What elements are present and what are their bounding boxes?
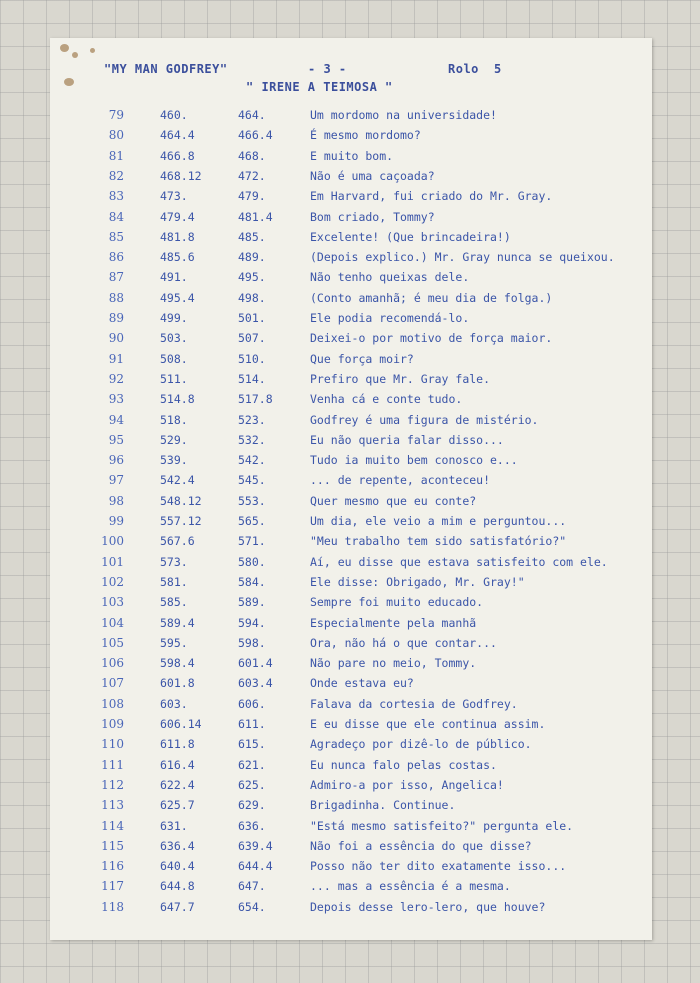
end-footage: 501. [238, 311, 266, 325]
subtitle-text: Prefiro que Mr. Gray fale. [310, 371, 491, 386]
table-row [50, 737, 652, 757]
subtitle-text: Não é uma caçoada? [310, 168, 435, 183]
end-footage: 636. [238, 818, 266, 833]
cue-number: 94 [108, 412, 124, 427]
start-footage: 616.4 [160, 757, 195, 772]
end-footage: 589. [238, 595, 266, 610]
end-footage: 517.8 [238, 392, 273, 407]
cue-number: 112 [101, 777, 124, 792]
cue-number: 80 [108, 128, 124, 143]
subtitle-text: Em Harvard, fui criado do Mr. Gray. [310, 189, 553, 204]
table-row [50, 473, 652, 493]
document-page [50, 38, 652, 940]
table-row [50, 128, 652, 148]
subtitle-text: Excelente! (Que brincadeira!) [310, 229, 511, 244]
subtitle-text: Não pare no meio, Tommy. [310, 656, 477, 671]
end-footage: 498. [238, 290, 266, 305]
subtitle-text: "Meu trabalho tem sido satisfatório?" [310, 534, 567, 549]
episode-subtitle: " IRENE A TEIMOSA " [246, 80, 393, 94]
cue-number: 115 [101, 838, 124, 853]
cue-number: 118 [101, 899, 124, 914]
table-row [50, 291, 652, 311]
end-footage: 472. [238, 168, 266, 183]
table-row [50, 270, 652, 290]
table-row [50, 900, 652, 920]
start-footage: 499. [160, 311, 188, 325]
end-footage: 615. [238, 737, 266, 752]
subtitle-text: Brigadinha. Continue. [310, 798, 456, 813]
start-footage: 640.4 [160, 859, 195, 874]
subtitle-text: "Está mesmo satisfeito?" pergunta ele. [310, 818, 574, 833]
start-footage: 514.8 [160, 392, 195, 407]
cue-number: 107 [101, 676, 124, 691]
subtitle-text: Um dia, ele veio a mim e perguntou... [310, 514, 567, 528]
start-footage: 644.8 [160, 879, 195, 894]
end-footage: 565. [238, 514, 266, 528]
end-footage: 532. [238, 432, 266, 447]
end-footage: 553. [238, 493, 266, 508]
start-footage: 595. [160, 635, 188, 650]
start-footage: 466.8 [160, 148, 195, 163]
end-footage: 545. [238, 473, 266, 488]
end-footage: 647. [238, 879, 266, 894]
subtitle-text: ... de repente, aconteceu! [310, 473, 491, 488]
cue-number: 96 [108, 453, 124, 468]
subtitle-text: Especialmente pela manhã [310, 615, 477, 630]
end-footage: 466.4 [238, 128, 273, 143]
table-row [50, 839, 652, 859]
start-footage: 508. [160, 351, 188, 366]
cue-number: 95 [108, 432, 124, 447]
end-footage: 629. [238, 798, 266, 813]
start-footage: 603. [160, 696, 188, 711]
start-footage: 557.12 [160, 514, 202, 528]
table-row [50, 189, 652, 209]
table-row [50, 413, 652, 433]
film-title: "MY MAN GODFREY" [104, 62, 228, 76]
cue-number: 102 [101, 574, 124, 589]
cue-number: 103 [101, 595, 124, 610]
subtitle-text: E eu disse que ele continua assim. [310, 717, 546, 731]
start-footage: 473. [160, 189, 188, 204]
subtitle-text: Que força moir? [310, 351, 414, 366]
start-footage: 485.6 [160, 250, 195, 265]
subtitle-text: Deixei-o por motivo de força maior. [310, 331, 553, 346]
cue-number: 91 [108, 351, 124, 366]
start-footage: 503. [160, 331, 188, 346]
cue-number: 105 [101, 635, 124, 650]
cue-number: 101 [101, 554, 124, 569]
cue-number: 114 [101, 818, 124, 833]
start-footage: 636.4 [160, 838, 195, 853]
subtitle-text: Agradeço por dizê-lo de público. [310, 737, 532, 752]
subtitle-text: Onde estava eu? [310, 676, 414, 691]
table-row [50, 352, 652, 372]
start-footage: 585. [160, 595, 188, 610]
table-row [50, 697, 652, 717]
subtitle-text: Bom criado, Tommy? [310, 209, 435, 224]
table-row [50, 656, 652, 676]
subtitle-text: Aí, eu disse que estava satisfeito com ele. [310, 554, 608, 569]
subtitle-text: Eu nunca falo pelas costas. [310, 757, 497, 772]
end-footage: 611. [238, 717, 266, 731]
table-row [50, 250, 652, 270]
start-footage: 567.6 [160, 534, 195, 549]
subtitle-text: ... mas a essência é a mesma. [310, 879, 511, 894]
table-row [50, 636, 652, 656]
rust-stain [90, 48, 95, 53]
end-footage: 495. [238, 270, 266, 285]
table-row [50, 676, 652, 696]
cue-number: 109 [101, 717, 124, 731]
cue-number: 106 [101, 656, 124, 671]
start-footage: 606.14 [160, 717, 202, 731]
start-footage: 479.4 [160, 209, 195, 224]
start-footage: 611.8 [160, 737, 195, 752]
table-row [50, 534, 652, 554]
cue-number: 110 [101, 737, 124, 752]
end-footage: 481.4 [238, 209, 273, 224]
subtitle-text: Quer mesmo que eu conte? [310, 493, 477, 508]
end-footage: 621. [238, 757, 266, 772]
table-row [50, 879, 652, 899]
end-footage: 584. [238, 574, 266, 589]
cue-number: 83 [108, 189, 124, 204]
start-footage: 598.4 [160, 656, 195, 671]
cue-number: 88 [108, 290, 124, 305]
cue-number: 84 [108, 209, 124, 224]
end-footage: 571. [238, 534, 266, 549]
cue-number: 89 [108, 311, 124, 325]
start-footage: 622.4 [160, 777, 195, 792]
end-footage: 523. [238, 412, 266, 427]
subtitle-text: Tudo ia muito bem conosco e... [310, 453, 518, 468]
end-footage: 625. [238, 777, 266, 792]
end-footage: 639.4 [238, 838, 273, 853]
subtitle-text: Admiro-a por isso, Angelica! [310, 777, 504, 792]
reel-number: 5 [494, 62, 502, 76]
start-footage: 601.8 [160, 676, 195, 691]
table-row [50, 616, 652, 636]
subtitle-text: (Conto amanhã; é meu dia de folga.) [310, 290, 553, 305]
start-footage: 495.4 [160, 290, 195, 305]
end-footage: 603.4 [238, 676, 273, 691]
cue-number: 111 [101, 757, 124, 772]
table-row [50, 433, 652, 453]
subtitle-text: Ele podia recomendá-lo. [310, 311, 470, 325]
start-footage: 625.7 [160, 798, 195, 813]
cue-number: 113 [101, 798, 124, 813]
cue-number: 108 [101, 696, 124, 711]
start-footage: 573. [160, 554, 188, 569]
subtitle-text: Não tenho queixas dele. [310, 270, 470, 285]
end-footage: 601.4 [238, 656, 273, 671]
cue-number: 90 [108, 331, 124, 346]
start-footage: 481.8 [160, 229, 195, 244]
cue-number: 98 [108, 493, 124, 508]
table-row [50, 108, 652, 128]
cue-number: 81 [108, 148, 124, 163]
table-row [50, 819, 652, 839]
end-footage: 489. [238, 250, 266, 265]
start-footage: 529. [160, 432, 188, 447]
page-header [50, 62, 652, 102]
start-footage: 539. [160, 453, 188, 468]
cue-number: 86 [108, 250, 124, 265]
subtitle-text: Um mordomo na universidade! [310, 108, 497, 122]
end-footage: 510. [238, 351, 266, 366]
cue-number: 104 [101, 615, 124, 630]
table-row [50, 575, 652, 595]
cue-number: 87 [108, 270, 124, 285]
end-footage: 507. [238, 331, 266, 346]
start-footage: 468.12 [160, 168, 202, 183]
cue-number: 116 [101, 859, 124, 874]
subtitle-text: Ora, não há o que contar... [310, 635, 497, 650]
start-footage: 631. [160, 818, 188, 833]
rust-stain [60, 44, 69, 52]
table-row [50, 210, 652, 230]
subtitle-text: Eu não queria falar disso... [310, 432, 504, 447]
cue-number: 79 [108, 108, 124, 122]
end-footage: 464. [238, 108, 266, 122]
table-row [50, 494, 652, 514]
start-footage: 581. [160, 574, 188, 589]
subtitle-text: Depois desse lero-lero, que houve? [310, 899, 546, 914]
table-row [50, 372, 652, 392]
end-footage: 485. [238, 229, 266, 244]
end-footage: 654. [238, 899, 266, 914]
rust-stain [72, 52, 78, 58]
table-row [50, 859, 652, 879]
table-row [50, 798, 652, 818]
table-row [50, 453, 652, 473]
table-row [50, 149, 652, 169]
table-row [50, 758, 652, 778]
start-footage: 511. [160, 371, 188, 386]
subtitle-text: Venha cá e conte tudo. [310, 392, 463, 407]
reel-label: Rolo [448, 62, 479, 76]
cue-number: 117 [101, 879, 124, 894]
start-footage: 542.4 [160, 473, 195, 488]
table-row [50, 514, 652, 534]
table-row [50, 778, 652, 798]
subtitle-text: E muito bom. [310, 148, 394, 163]
table-row [50, 717, 652, 737]
end-footage: 594. [238, 615, 266, 630]
cue-number: 100 [101, 534, 124, 549]
start-footage: 460. [160, 108, 188, 122]
cue-number: 92 [108, 371, 124, 386]
end-footage: 479. [238, 189, 266, 204]
subtitle-text: Ele disse: Obrigado, Mr. Gray!" [310, 574, 525, 589]
end-footage: 542. [238, 453, 266, 468]
cue-number: 99 [108, 514, 124, 528]
table-row [50, 331, 652, 351]
end-footage: 644.4 [238, 859, 273, 874]
start-footage: 491. [160, 270, 188, 285]
end-footage: 580. [238, 554, 266, 569]
table-row [50, 169, 652, 189]
start-footage: 464.4 [160, 128, 195, 143]
end-footage: 468. [238, 148, 266, 163]
cue-number: 97 [108, 473, 124, 488]
subtitle-text: Sempre foi muito educado. [310, 595, 484, 610]
table-row [50, 230, 652, 250]
subtitle-text: Não foi a essência do que disse? [310, 838, 532, 853]
start-footage: 647.7 [160, 899, 195, 914]
start-footage: 548.12 [160, 493, 202, 508]
start-footage: 589.4 [160, 615, 195, 630]
subtitle-text: É mesmo mordomo? [310, 128, 421, 143]
table-row [50, 595, 652, 615]
cue-number: 85 [108, 229, 124, 244]
table-row [50, 392, 652, 412]
table-row [50, 555, 652, 575]
start-footage: 518. [160, 412, 188, 427]
subtitle-text: (Depois explico.) Mr. Gray nunca se queixou. [310, 250, 615, 265]
cue-number: 82 [108, 168, 124, 183]
end-footage: 598. [238, 635, 266, 650]
cue-number: 93 [108, 392, 124, 407]
end-footage: 606. [238, 696, 266, 711]
page-number: - 3 - [308, 62, 347, 76]
subtitle-text: Falava da cortesia de Godfrey. [310, 696, 518, 711]
end-footage: 514. [238, 371, 266, 386]
table-row [50, 311, 652, 331]
subtitle-text: Godfrey é uma figura de mistério. [310, 412, 539, 427]
subtitle-text: Posso não ter dito exatamente isso... [310, 859, 567, 874]
